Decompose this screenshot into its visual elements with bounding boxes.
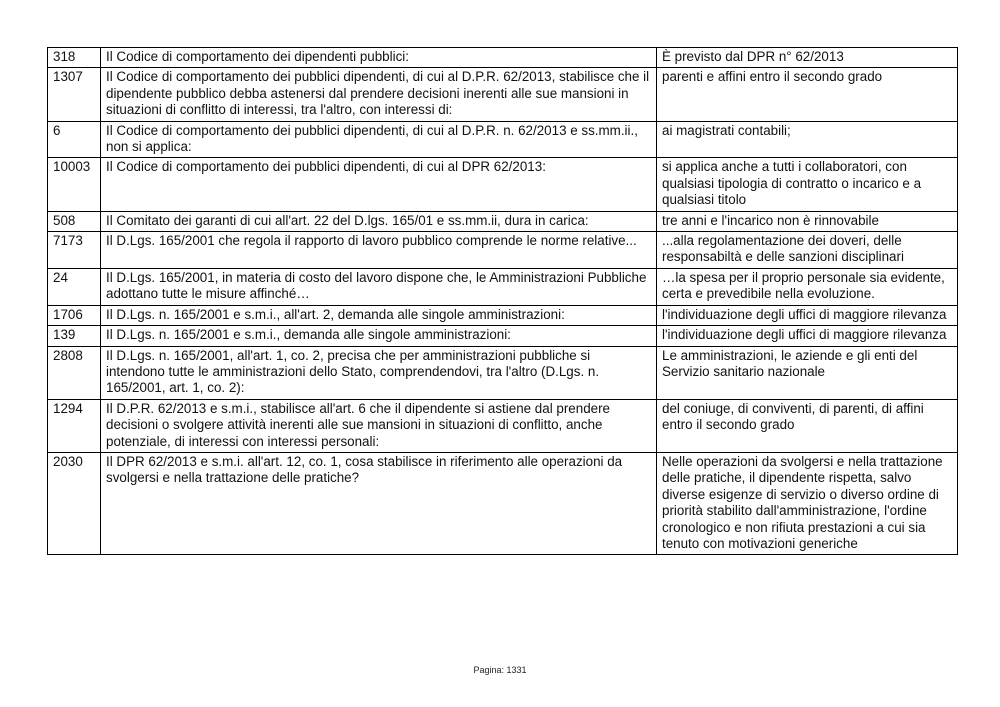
row-id-cell: 318 [48,48,101,68]
row-id-cell: 2808 [48,346,101,399]
answer-cell: Nelle operazioni da svolgersi e nella trattazione delle pratiche, il dipendente rispetta, salvo diverse esigenze di servizio o diverso ordine di priorità stabilito dall'amministrazione, l'ordine cronologico e non rifiuta prestazioni a cui sia tenuto con motivazioni generiche [657,452,958,554]
table-row [48,158,958,211]
table-row [48,232,958,269]
table-row [48,399,958,452]
table-row [48,211,958,231]
question-cell: Il Codice di comportamento dei pubblici dipendenti, di cui al D.P.R. n. 62/2013 e ss.mm.ii., non si applica: [101,121,657,158]
answer-cell: ai magistrati contabili; [657,121,958,158]
row-id-cell: 139 [48,326,101,346]
table-row [48,48,958,68]
answer-cell: …la spesa per il proprio personale sia evidente, certa e prevedibile nella evoluzione. [657,268,958,305]
answer-cell: si applica anche a tutti i collaboratori, con qualsiasi tipologia di contratto o incarico e a qualsiasi titolo [657,158,958,211]
row-id-cell: 7173 [48,232,101,269]
question-cell: Il Codice di comportamento dei pubblici dipendenti, di cui al D.P.R. 62/2013, stabilisce che il dipendente pubblico debba astenersi dal prendere decisioni inerenti alle sue mansioni in situazioni di conflitto di interessi, tra l'altro, con interessi di: [101,68,657,121]
question-cell: Il D.Lgs. n. 165/2001 e s.m.i., demanda alle singole amministrazioni: [101,326,657,346]
question-cell: Il DPR 62/2013 e s.m.i. all'art. 12, co. 1, cosa stabilisce in riferimento alle operazioni da svolgersi e nella trattazione delle pratiche? [101,452,657,554]
table-row [48,326,958,346]
table-row [48,346,958,399]
answer-cell: l'individuazione degli uffici di maggiore rilevanza [657,305,958,325]
answer-cell: l'individuazione degli uffici di maggiore rilevanza [657,326,958,346]
table-row [48,452,958,554]
question-answer-table [47,47,958,555]
question-cell: Il D.Lgs. n. 165/2001, all'art. 1, co. 2, precisa che per amministrazioni pubbliche si intendono tutte le amministrazioni dello Stato, comprendendovi, tra l'altro (D.Lgs. n. 165/2001, art. 1, co. 2): [101,346,657,399]
row-id-cell: 508 [48,211,101,231]
table-body [48,48,958,555]
question-cell: Il Codice di comportamento dei pubblici dipendenti, di cui al DPR 62/2013: [101,158,657,211]
row-id-cell: 6 [48,121,101,158]
table-row [48,68,958,121]
answer-cell: ...alla regolamentazione dei doveri, delle responsabiltà e delle sanzioni disciplinari [657,232,958,269]
answer-cell: È previsto dal DPR n° 62/2013 [657,48,958,68]
row-id-cell: 10003 [48,158,101,211]
row-id-cell: 24 [48,268,101,305]
answer-cell: tre anni e l'incarico non è rinnovabile [657,211,958,231]
page-number: Pagina: 1331 [473,665,527,675]
question-cell: Il D.Lgs. 165/2001 che regola il rapporto di lavoro pubblico comprende le norme relative... [101,232,657,269]
answer-cell: del coniuge, di conviventi, di parenti, di affini entro il secondo grado [657,399,958,452]
question-cell: Il Comitato dei garanti di cui all'art. 22 del D.lgs. 165/01 e ss.mm.ii, dura in carica: [101,211,657,231]
row-id-cell: 2030 [48,452,101,554]
page-footer [0,665,1000,676]
question-cell: Il Codice di comportamento dei dipendenti pubblici: [101,48,657,68]
table-row [48,121,958,158]
question-cell: Il D.P.R. 62/2013 e s.m.i., stabilisce all'art. 6 che il dipendente si astiene dal prendere decisioni o svolgere attività inerenti alle sue mansioni in situazioni di conflitto, anche potenziale, di interessi con interessi personali: [101,399,657,452]
row-id-cell: 1307 [48,68,101,121]
table-row [48,305,958,325]
answer-cell: parenti e affini entro il secondo grado [657,68,958,121]
question-cell: Il D.Lgs. 165/2001, in materia di costo del lavoro dispone che, le Amministrazioni Pubbliche adottano tutte le misure affinché… [101,268,657,305]
row-id-cell: 1706 [48,305,101,325]
answer-cell: Le amministrazioni, le aziende e gli enti del Servizio sanitario nazionale [657,346,958,399]
row-id-cell: 1294 [48,399,101,452]
table-row [48,268,958,305]
question-cell: Il D.Lgs. n. 165/2001 e s.m.i., all'art. 2, demanda alle singole amministrazioni: [101,305,657,325]
